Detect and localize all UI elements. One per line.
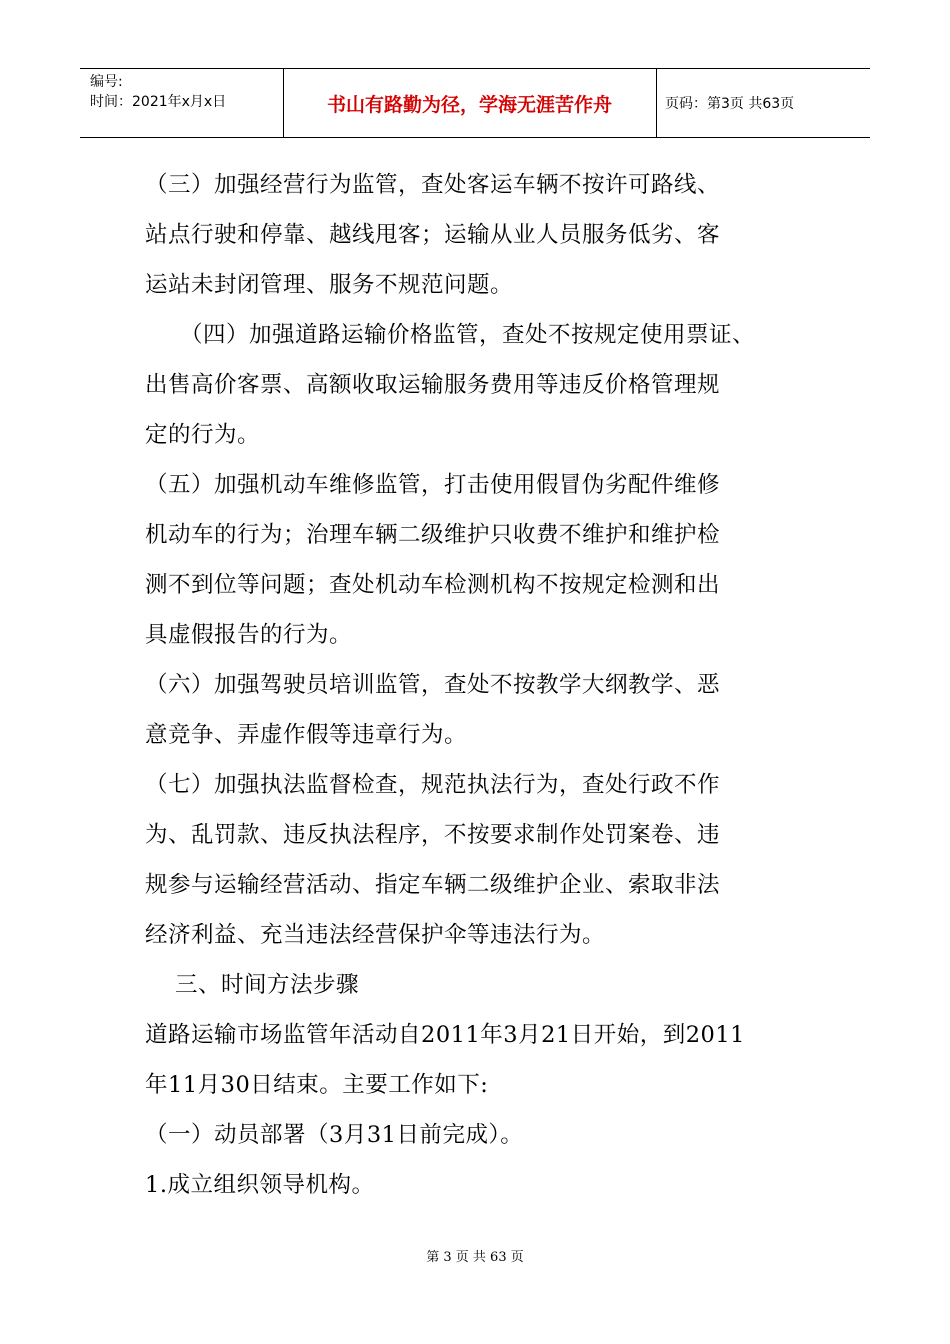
document-time-label: 时间：2021年x月x日 (90, 94, 227, 110)
header-divider (656, 69, 657, 137)
text-line: 道路运输市场监管年活动自2011年3月21日开始，到2011 (145, 1022, 745, 1048)
header-motto: 书山有路勤为径，学海无涯苦作舟 (326, 93, 612, 116)
document-number-label: 编号: (90, 74, 123, 90)
text-line: （三）加强经营行为监管，查处客运车辆不按许可路线、 (145, 172, 721, 198)
text-line: （一）动员部署（3月31日前完成）。 (145, 1122, 524, 1148)
text-line: 具虚假报告的行为。 (145, 622, 353, 648)
section-heading: 三、时间方法步骤 (175, 972, 360, 998)
header-meta (90, 72, 226, 112)
text-line: 经济利益、充当违法经营保护伞等违法行为。 (145, 922, 606, 948)
page-header (80, 68, 870, 138)
text-line: 测不到位等问题；查处机动车检测机构不按规定检测和出 (145, 572, 721, 598)
text-line: 为、乱罚款、违反执法程序，不按要求制作处罚案卷、违 (145, 822, 721, 848)
text-line: 规参与运输经营活动、指定车辆二级维护企业、索取非法 (145, 872, 721, 898)
text-line: 机动车的行为；治理车辆二级维护只收费不维护和维护检 (145, 522, 721, 548)
text-line: 站点行驶和停靠、越线甩客；运输从业人员服务低劣、客 (145, 222, 721, 248)
header-page-info: 页码：第3页 共63页 (665, 96, 795, 112)
text-line: （四）加强道路运输价格监管，查处不按规定使用票证、 (180, 322, 756, 348)
text-line: 年11月30日结束。主要工作如下: (145, 1072, 489, 1098)
text-line: 定的行为。 (145, 422, 261, 448)
page-footer: 第 3 页 共 63 页 (426, 1250, 524, 1265)
text-line: （五）加强机动车维修监管，打击使用假冒伪劣配件维修 (145, 472, 721, 498)
text-line: （六）加强驾驶员培训监管，查处不按教学大纲教学、恶 (145, 672, 721, 698)
text-line: 运站未封闭管理、服务不规范问题。 (145, 272, 514, 298)
text-line: 1.成立组织领导机构。 (145, 1172, 375, 1198)
text-line: 意竞争、弄虚作假等违章行为。 (145, 722, 468, 748)
text-line: 出售高价客票、高额收取运输服务费用等违反价格管理规 (145, 372, 721, 398)
text-line: （七）加强执法监督检查，规范执法行为，查处行政不作 (145, 772, 721, 798)
